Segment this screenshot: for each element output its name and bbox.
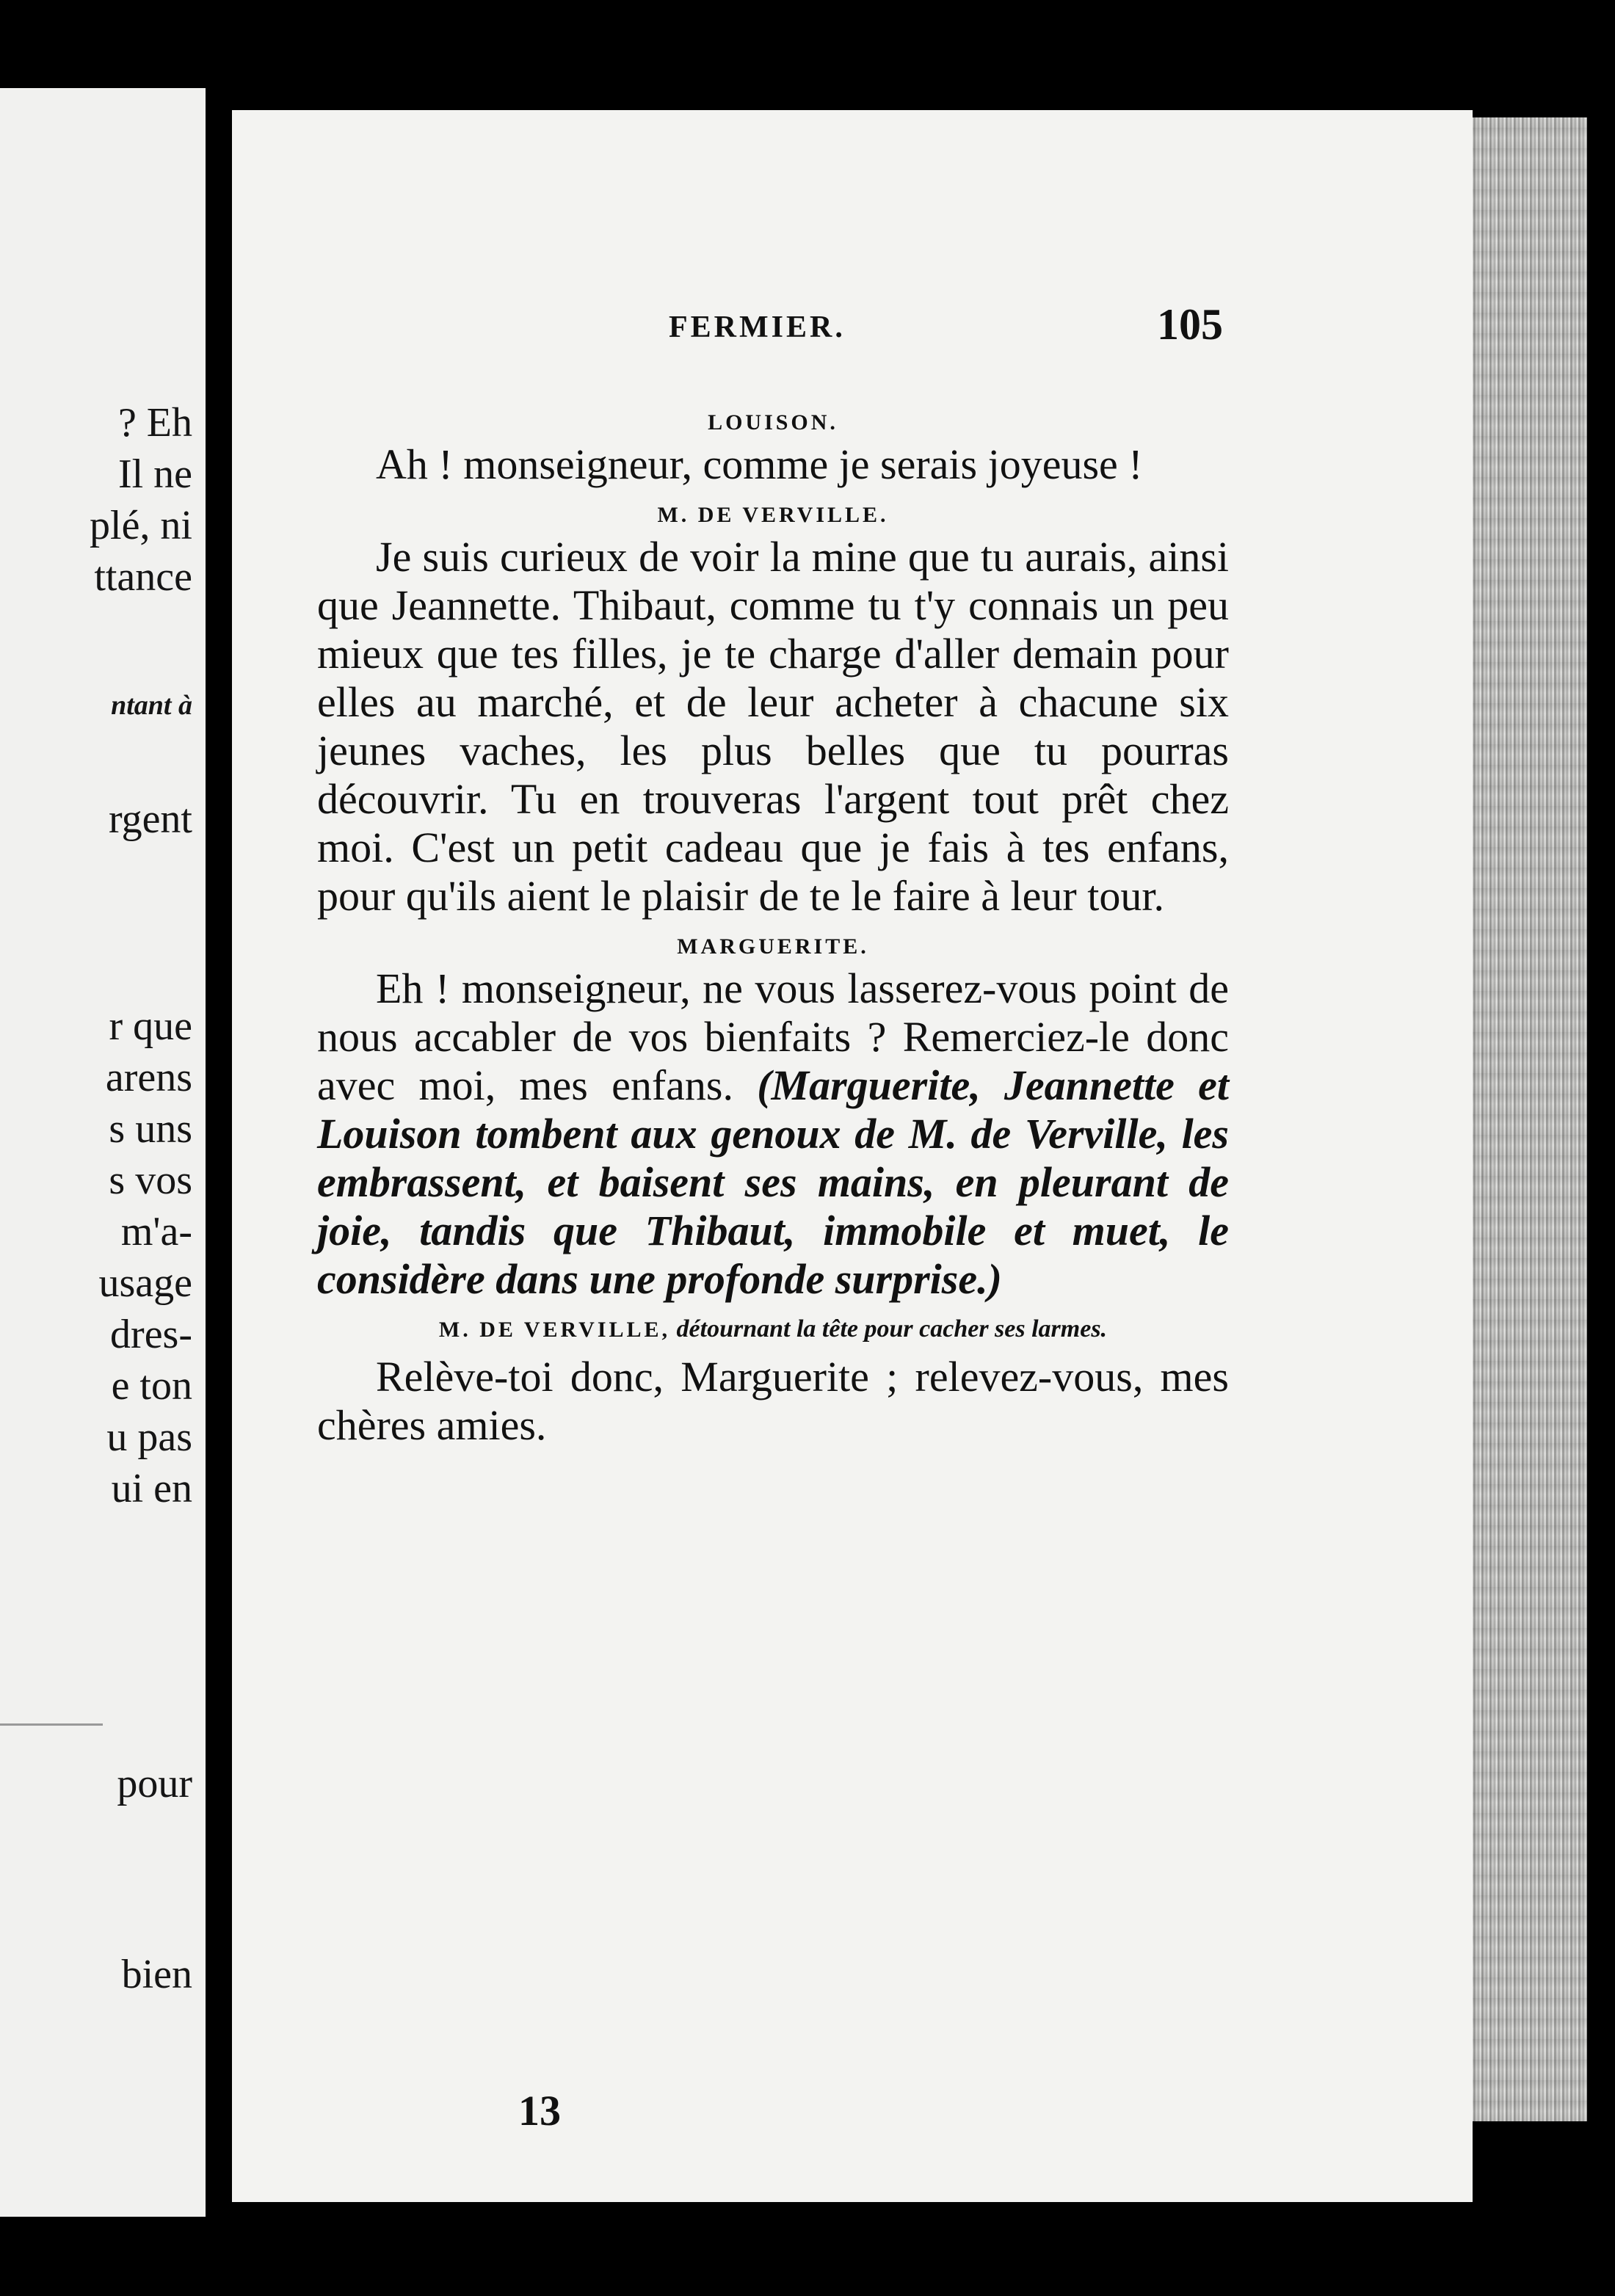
left-page-line: ttance [94,554,192,600]
page-edges [1468,117,1587,2121]
left-page-line: plé, ni [90,503,192,548]
left-page-line: arens [105,1055,192,1100]
speaker-name: M. DE VERVILLE, [438,1318,671,1342]
speech-text: Ah ! monseigneur, comme je serais joyeuse ! [376,440,1143,488]
left-page-line: dres- [110,1312,192,1357]
left-page-line: ui en [111,1466,192,1511]
page-number: 105 [1157,300,1223,349]
speaker-name: LOUISON. [708,410,838,435]
faint-rule [0,1723,103,1726]
left-page-line: s uns [109,1106,192,1152]
left-page-line: Il ne [117,451,192,497]
speech-text: Je suis curieux de voir la mine que tu aurais, ainsi que Jeannette. Thibaut, comme tu t'y connais un peu mieux que tes filles, je te charge d'aller demain pour elles au marché, et de leur acheter à chacune six jeunes vaches, les plus belles que tu pourras découvrir. Tu en trouveras l'argent tout prêt chez moi. C'est un petit cadeau que je fais à tes enfans, pour qu'ils aient le plaisir de te le faire à leur tour. [317,533,1229,920]
speech-text: Relève-toi donc, Marguerite ; relevez-vous, mes chères amies. [317,1353,1229,1449]
running-header: FERMIER. [669,310,846,344]
speaker-name: MARGUERITE. [677,934,869,959]
stage-direction: (Marguerite, Jeannette et Louison tombent aux genoux de M. de Verville, les embrassent, et baisent ses mains, en pleurant de joie, tandis que Thibaut, immobile et muet, le considère dans une profonde surprise.) [317,1061,1229,1303]
left-page-line: s vos [109,1158,192,1203]
left-page-line: bien [121,1952,192,1997]
left-page-line: ntant à [111,690,192,721]
left-page-line: pour [117,1761,192,1806]
signature-mark: 13 [518,2087,561,2135]
left-page-line: r que [109,1003,192,1049]
stage-direction: détournant la tête pour cacher ses larmes. [676,1315,1108,1343]
book-gutter [206,0,232,2296]
book-page [232,110,1473,2202]
previous-page-fragment [0,88,206,2217]
left-page-line: rgent [108,796,192,842]
speaker-with-direction [317,1311,1229,1348]
speech-block [317,964,1229,1304]
speaker-name: M. DE VERVILLE. [657,503,889,527]
speech-text: Eh ! monseigneur, ne vous lasserez-vous point de nous accabler de vos bienfaits ? Remerciez-le donc avec moi, mes enfans. [317,964,1229,1109]
left-page-line: m'a- [120,1209,192,1254]
left-page-line: usage [98,1260,192,1306]
left-page-line: e ton [111,1363,192,1409]
left-page-line: u pas [106,1414,192,1460]
page-body [317,405,1229,1450]
left-page-line: ? Eh [117,400,192,446]
